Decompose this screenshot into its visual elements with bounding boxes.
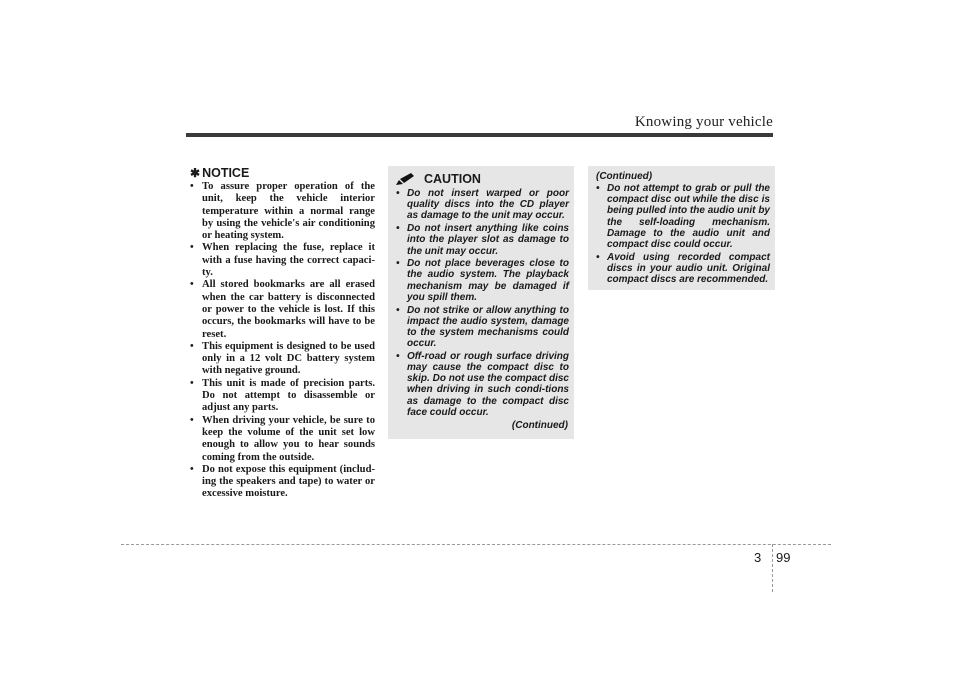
caution-list: [388, 188, 574, 418]
caution-heading: [396, 172, 574, 186]
notice-item: • All stored bookmarks are all erased when the car battery is disconnected or power to the vehicle is lost. If this occurs, the bookmarks will have to be reset.: [190, 279, 375, 340]
notice-star-icon: ✱: [190, 166, 201, 180]
caution-heading-label: CAUTION: [424, 172, 481, 186]
caution-item: • Do not insert anything like coins into the player slot as damage to the unit may occur.: [396, 223, 569, 257]
section-title: Knowing your vehicle: [634, 114, 773, 130]
notice-list: [190, 181, 375, 501]
continued-item: • Do not attempt to grab or pull the compact disc out while the disc is being pulled into the audio unit by the self-loading mechanism. Damage to the audio unit and compact disc could occur.: [596, 183, 770, 250]
notice-item: • When replacing the fuse, replace it with a fuse having the correct capaci-ty.: [190, 242, 375, 279]
notice-item: • When driving your vehicle, be sure to keep the volume of the unit set low enough to allow you to hear sounds coming from the outside.: [190, 415, 375, 464]
notice-item: • This unit is made of precision parts. Do not attempt to disassemble or adjust any parts.: [190, 378, 375, 415]
caution-item: • Do not strike or allow anything to impact the audio system, damage to the system mechanisms could occur.: [396, 305, 569, 350]
notice-section: [190, 166, 375, 501]
continued-list: [588, 183, 775, 285]
continued-box: [588, 166, 775, 290]
notice-item: • To assure proper operation of the unit, keep the vehicle interior temperature within a normal range by using the vehicle's air conditioning or heating system.: [190, 181, 375, 242]
chapter-number: 3: [754, 550, 762, 565]
continued-item: • Avoid using recorded compact discs in your audio unit. Original compact discs are recommended.: [596, 252, 770, 286]
caution-item: • Do not insert warped or poor quality discs into the CD player as damage to the unit may occur.: [396, 188, 569, 222]
header-rule: [186, 133, 773, 137]
notice-item: • This equipment is designed to be used only in a 12 volt DC battery system with negative ground.: [190, 341, 375, 378]
notice-heading-label: NOTICE: [202, 166, 250, 180]
caution-item: • Do not place beverages close to the audio system. The playback mechanism may be damaged if you spill them.: [396, 258, 569, 303]
caution-pencil-icon: [396, 173, 418, 185]
caution-continued-label: (Continued): [511, 420, 568, 432]
notice-heading: [190, 166, 375, 180]
footer-rule: [121, 544, 831, 545]
caution-box: [388, 166, 574, 439]
footer-divider: [772, 544, 773, 592]
notice-item: • Do not expose this equipment (includ-ing the speakers and tape) to water or excessive moisture.: [190, 464, 375, 501]
continued-heading: (Continued): [596, 171, 653, 182]
page-number: 99: [776, 550, 791, 565]
caution-item: • Off-road or rough surface driving may cause the compact disc to skip. Do not use the compact disc when driving in such condi-tions as damage to the compact disc face could occur.: [396, 351, 569, 418]
